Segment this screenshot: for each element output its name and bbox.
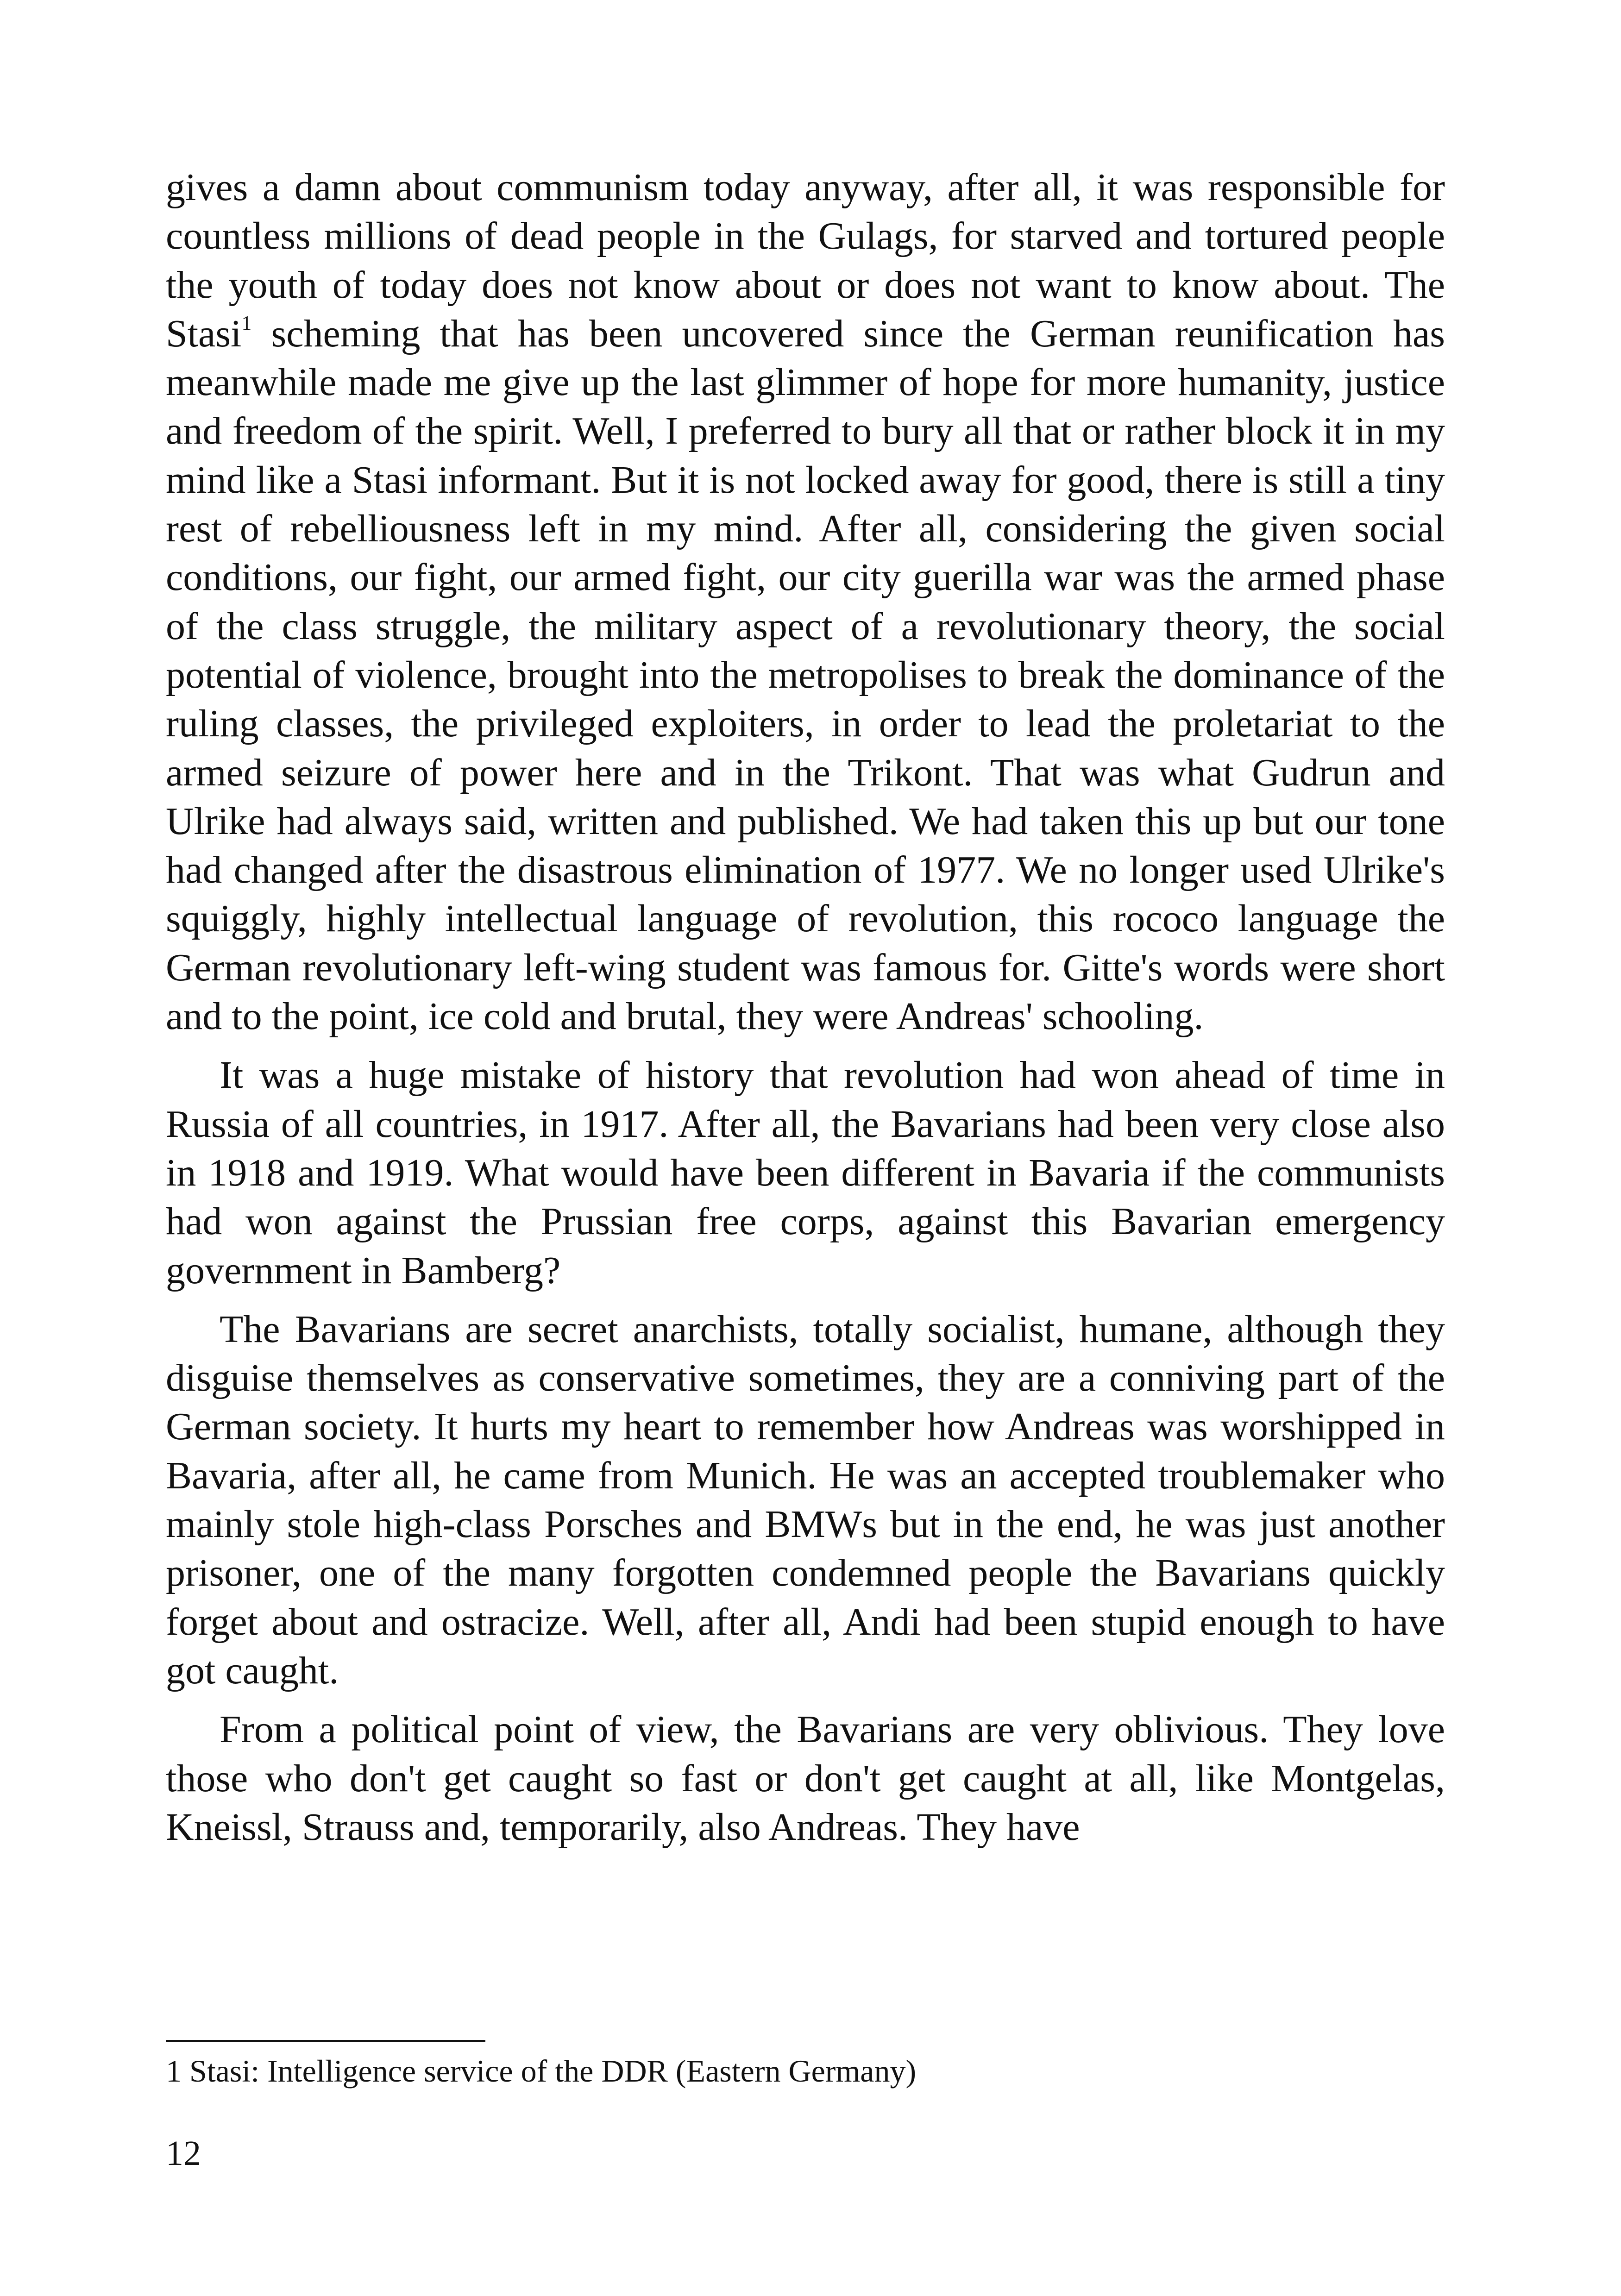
paragraph-3: The Bavarians are secret anarchists, totally socialist, humane, although they disguise themselves as conservative sometimes, they are a conniving part of the German society. It hurts my heart to remember how Andreas was worshipped in Bavaria, after all, he came from Munich. He was an accepted troublemaker who mainly stole high-class Porsches and BMWs but in the end, he was just another prisoner, one of the many forgotten condemned people the Bavarians quickly forget about and ostracize. Well, after all, Andi had been stupid enough to have got caught. xyxy=(166,1307,1445,1692)
paragraph-1-text-after-ref: scheming that has been uncovered since the German reunification has meanwhile made me give up the last glimmer of hope for more humanity, justice and freedom of the spirit. Well, I preferred to bury all that or rather block it in my mind like a Stasi informant. But it is not locked away for good, there is still a tiny rest of rebelliousness left in my mind. After all, considering the given social conditions, our fight, our armed fight, our city guerilla war was the armed phase of the class struggle, the military aspect of a revolutionary theory, the social potential of violence, brought into the metropolises to break the dominance of the ruling classes, the privileged exploiters, in order to lead the proletariat to the armed seizure of power here and in the Trikont. That was what Gudrun and Ulrike had always said, written and published. We had taken this up but our tone had changed after the disastrous elimination of 1977. We no longer used Ulrike's squiggly, highly intellectual language of revolution, this rococo language the German revolutionary left-wing student was famous for. Gitte's words were short and to the point, ice cold and brutal, they were Andreas' schooling. xyxy=(166,312,1445,1038)
paragraph-1-text-before-ref: gives a damn about communism today anyway, after all, it was responsible for countless millions of dead people in the Gulags, for starved and tortured people the youth of today does not know about or does not want to know about. The Stasi xyxy=(166,166,1445,355)
footnote: 1 Stasi: Intelligence service of the DDR (Eastern Germany) xyxy=(166,2053,917,2089)
paragraph-4: From a political point of view, the Bavarians are very oblivious. They love those who don't get caught so fast or don't get caught at all, like Montgelas, Kneissl, Strauss and, temporarily, also Andreas. They have xyxy=(166,1708,1445,1849)
footnote-reference: 1 xyxy=(241,311,252,334)
body-text xyxy=(166,163,1445,1851)
page-number: 12 xyxy=(166,2134,201,2173)
footnote-separator xyxy=(166,2040,485,2042)
paragraph-1 xyxy=(166,163,1445,1041)
paragraph-2: It was a huge mistake of history that revolution had won ahead of time in Russia of all countries, in 1917. After all, the Bavarians had been very close also in 1918 and 1919. What would have been different in Bavaria if the communists had won against the Prussian free corps, against this Bavarian emergency government in Bamberg? xyxy=(166,1054,1445,1292)
